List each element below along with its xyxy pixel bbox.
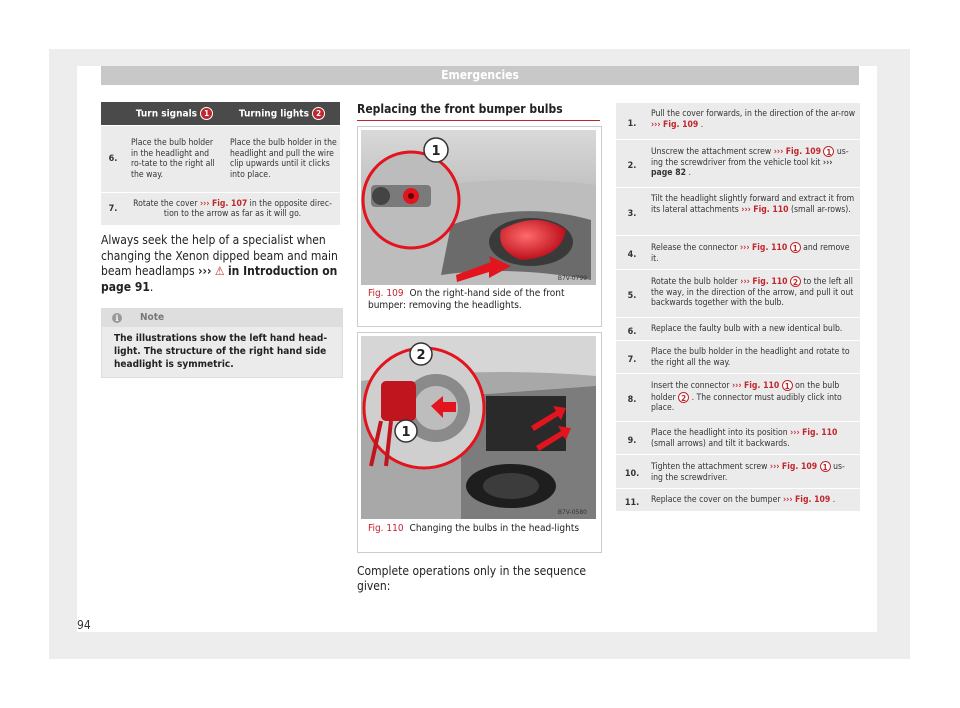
note-box [101,308,343,378]
figure-109-image [361,130,596,285]
fig-link[interactable]: Fig. 109 [781,462,818,472]
step-text-part: . [832,495,836,505]
step-text [648,422,860,454]
step-text-part: us-ing the screwdriver from the vehicle tool kit [651,147,849,168]
step-text [648,341,860,373]
svg-text:2: 2 [416,348,426,363]
marker-1: 1 [200,107,213,120]
table-row [101,193,340,226]
figure-110-caption: Fig. 110 Changing the bulbs in the head-lights [368,523,580,534]
page-number: 94 [77,618,91,632]
step-number: 4. [627,250,637,261]
svg-text:B7V-0799: B7V-0799 [557,275,587,282]
step-row [616,488,860,511]
xenon-paragraph: Always seek the help of a specialist when changing the Xenon dipped beam and main beam headlamps ››› ⚠ in Introduction on page 91. [101,233,338,294]
sequence-intro: Complete operations only in the sequence given: [357,564,587,593]
step-text [648,188,860,235]
step-text-part: Replace the faulty bulb with a new identical bulb. [651,324,843,334]
row-number: 6. [101,126,125,193]
step-text-part: Insert the connector [651,381,730,391]
step-row [616,269,860,317]
step-row [616,454,860,488]
step-text-part: . [700,119,704,130]
step-text-part: Tilt the headlight slightly forward and extract it from its lateral attachments [651,194,855,215]
step-text-part: on the bulb holder [651,381,840,403]
fig-link[interactable]: Fig. 109 [663,119,699,130]
fig-link[interactable]: Fig. 109 [795,495,831,505]
step-text-part: Unscrew the attachment screw [651,147,772,157]
step-number: 2. [627,161,637,172]
step-text [648,270,860,317]
ref-arrows: ››› [790,428,800,438]
step-row [616,102,860,139]
page-link[interactable]: page 82 [651,168,686,178]
step-text-part: Replace the cover on the bumper [651,495,781,505]
step-text-part: . The connector must audibly click into place. [651,392,842,413]
ref-arrows: ››› [741,204,751,215]
note-header [102,309,342,327]
step-text-part: (small arrows) and tilt it backwards. [651,438,790,449]
table-cell: Rotate the cover ››› Fig. 107 in the opposite direc-tion to the arrow as far as it will go. [125,193,340,226]
step-number: 8. [627,395,637,406]
fig-link[interactable]: Fig. 107 [211,198,248,209]
step-text [648,236,860,269]
warning-icon: ⚠ [214,264,225,278]
step-row [616,340,860,373]
step-number: 7. [627,354,637,365]
figure-110 [357,332,602,553]
step-text-part: us-ing the screwdriver. [651,462,845,483]
step-row [616,187,860,235]
marker: 2 [790,276,801,287]
step-text [648,318,860,340]
step-row [616,421,860,454]
svg-text:1: 1 [401,425,411,440]
fig-link[interactable]: Fig. 110 [752,277,788,287]
marker: 1 [820,461,831,472]
step-text [648,374,860,421]
step-text-part: . [688,168,691,178]
step-number: 10. [624,469,640,480]
step-text-part: Pull the cover forwards, in the direction of the ar-row [651,109,856,119]
info-icon: i [112,313,122,323]
table-header-empty [101,102,125,126]
step-text [648,103,860,139]
ref-arrows: ››› [651,119,661,130]
fig-link[interactable]: Fig. 110 [752,243,788,253]
marker-2: 2 [312,107,325,120]
step-text-part: Tighten the attachment screw [651,462,768,472]
step-row [616,139,860,187]
figure-109-caption: Fig. 109 On the right-hand side of the front bumper: removing the headlights. [368,288,565,311]
bulb-table [101,102,340,225]
section-title: Replacing the front bumper bulbs [357,102,600,121]
step-text [648,455,860,488]
step-text-part: Place the bulb holder in the headlight and rotate to the right all the way. [651,347,850,368]
table-row [101,126,340,193]
fig-link[interactable]: Fig. 110 [802,428,838,438]
figure-110-image [361,336,596,519]
step-row [616,235,860,269]
marker: 1 [782,380,793,391]
step-text-part: (small ar-rows). [791,204,851,215]
step-row [616,317,860,340]
figure-109 [357,126,602,327]
marker: 1 [823,146,834,157]
note-body: The illustrations show the left hand head-light. The structure of the right hand side headlight is symmetric. [114,333,328,370]
table-cell: Place the bulb holder in the headlight and pull the wire clip upwards until it clicks into place. [224,126,340,193]
ref-arrows: ››› [769,462,780,472]
ref-arrows: ››› [773,147,784,157]
ref-arrows: ››› [822,157,833,168]
ref-arrows: ››› [782,495,793,505]
table-header-row [101,102,340,126]
ref-arrows: ››› [199,198,210,209]
step-text-part: Release the connector [651,243,738,253]
section-header: Emergencies [101,66,859,85]
svg-text:1: 1 [431,144,441,159]
page-link[interactable]: in Introduction on page 91 [101,264,338,294]
steps-table [616,102,860,511]
step-text-part: to the left all the way, in the direction of the arrow, and pull it out backwards together with the bulb. [651,277,854,308]
ref-arrows: ››› [739,243,750,253]
step-number: 9. [627,435,637,446]
step-number: 3. [627,209,637,220]
row-number: 7. [101,193,125,226]
step-text-part: Place the headlight into its position [651,428,788,438]
step-row [616,373,860,421]
note-title: Note [140,312,165,323]
step-number: 5. [627,291,637,302]
step-text-part: and remove it. [651,243,850,264]
fig-link[interactable]: Fig. 110 [753,204,789,215]
step-text [648,489,860,511]
step-number: 11. [624,497,640,508]
col-turn-signals: Turn signals 1 [125,102,224,126]
step-number: 1. [627,118,637,129]
col-turning-lights: Turning lights 2 [224,102,340,126]
table-cell: Place the bulb holder in the headlight and ro-tate to the right all the way. [125,126,224,193]
ref-arrows: ››› [731,381,742,391]
svg-text:B7V-0580: B7V-0580 [557,509,587,516]
fig-link[interactable]: Fig. 110 [744,381,780,391]
ref-arrows: ››› [740,277,750,287]
step-number: 6. [627,326,637,337]
step-text-part: Rotate the bulb holder [651,277,738,287]
fig-link[interactable]: Fig. 109 [785,147,821,157]
marker: 2 [678,392,689,403]
marker: 1 [790,242,801,253]
step-text [648,140,860,187]
